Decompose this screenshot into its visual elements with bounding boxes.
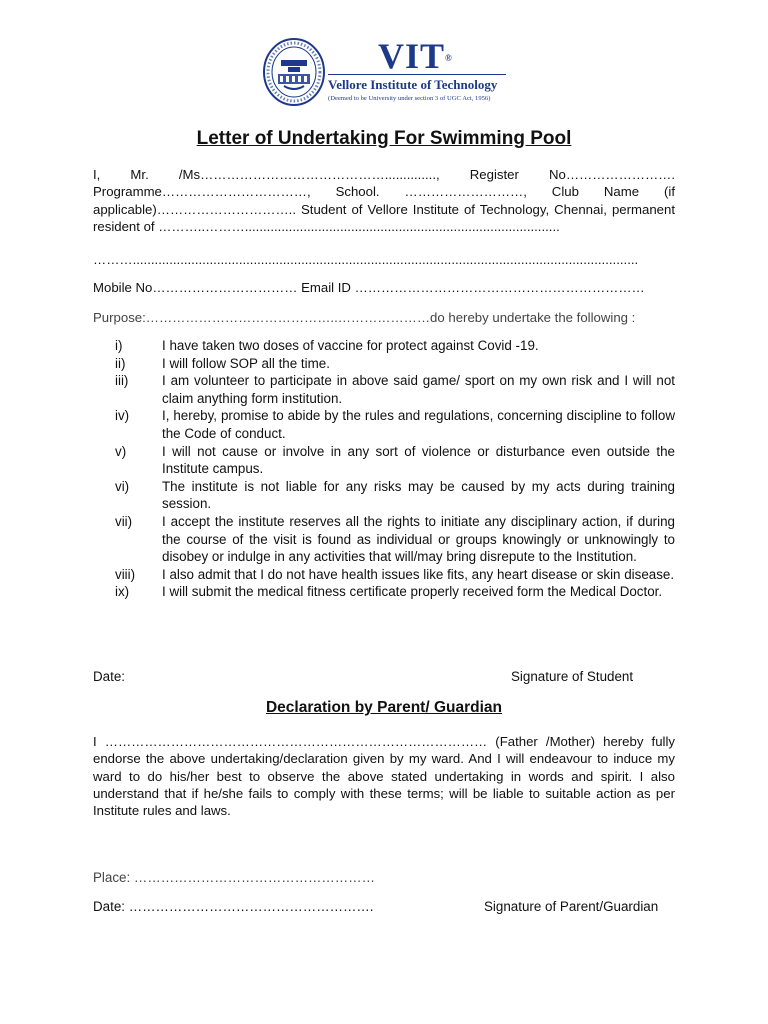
student-date-label: Date:	[93, 669, 126, 684]
university-seal-icon	[262, 36, 326, 108]
institute-name: Vellore Institute of Technology	[328, 77, 498, 92]
list-item: ii) I will follow SOP all the time.	[115, 355, 330, 371]
declaration-text: I …………………………………………………………………………… (Father /Mother) hereby fully endorse the above undertaking/declaration given by my ward. And I will endeavour to induce my ward to do his/her best to observe the above stated undertaking in words and spirit. I also understand that if he/she fails to comply with these terms; will be liable to suitable action as per Institute rules and laws.	[93, 734, 675, 819]
list-item: iv) I, hereby, promise to abide by the rules and regulations, concerning discipline to follow the Code of conduct.	[115, 408, 675, 441]
parent-signature-label: Signature of Parent/Guardian	[484, 899, 659, 914]
logo-text	[328, 38, 508, 102]
parent-signature-row	[93, 898, 659, 915]
list-item: viii) I also admit that I do not have health issues like fits, any heart disease or skin disease.	[115, 566, 675, 582]
list-item: v) I will not cause or involve in any sort of violence or disturbance even outside the Institute campus.	[115, 443, 675, 477]
place-line: Place: ………………………………………………	[93, 870, 375, 885]
page-title: Letter of Undertaking For Swimming Pool	[196, 128, 572, 149]
vit-logo	[260, 30, 510, 112]
institute-subtitle: (Deemed to be University under section 3 of UGC Act, 1956)	[328, 95, 491, 102]
list-item: vi) The institute is not liable for any risks may be caused by my acts during training session.	[115, 478, 675, 512]
purpose-line: Purpose:……………………………………..…………………do hereby undertake the following :	[93, 310, 636, 325]
logo-wordmark: VIT ®	[378, 36, 453, 76]
undertaking-list	[115, 337, 675, 601]
declaration-title: Declaration by Parent/ Guardian	[265, 699, 502, 716]
student-signature-row	[93, 668, 643, 685]
list-item: i) I have taken two doses of vaccine for protect against Covid -19.	[115, 338, 539, 353]
list-item: iii) I am volunteer to participate in above said game/ sport on my own risk and I will not claim anything form institution.	[115, 373, 675, 406]
student-signature-label: Signature of Student	[511, 669, 634, 684]
address-line: ………..........................................................................................................................................	[93, 252, 639, 267]
intro-text: I, Mr. /Ms…………………………………….............., Register No……………………. Programme……………………………, School. ………………………, Club Name (if applicable)………………………….. Student of Vellore Institute of Technology, Chennai, permanent resident of ………..………......................................................................................	[93, 167, 675, 234]
declaration-paragraph	[93, 733, 675, 819]
list-item: ix) I will submit the medical fitness certificate properly received form the Medical Doctor.	[115, 584, 663, 600]
list-item: vii) I accept the institute reserves all the rights to initiate any disciplinary action, if during the course of the visit is found as individual or groups knowingly or unknowingly to disobey or indulge in any activities that will/may bring disrepute to the Institution.	[115, 513, 675, 565]
intro-paragraph	[93, 166, 675, 235]
parent-date-line: Date: ……………………………………………….	[93, 899, 374, 914]
mobile-email-line: Mobile No…………………………… Email ID …………………………………………………………	[93, 280, 645, 295]
